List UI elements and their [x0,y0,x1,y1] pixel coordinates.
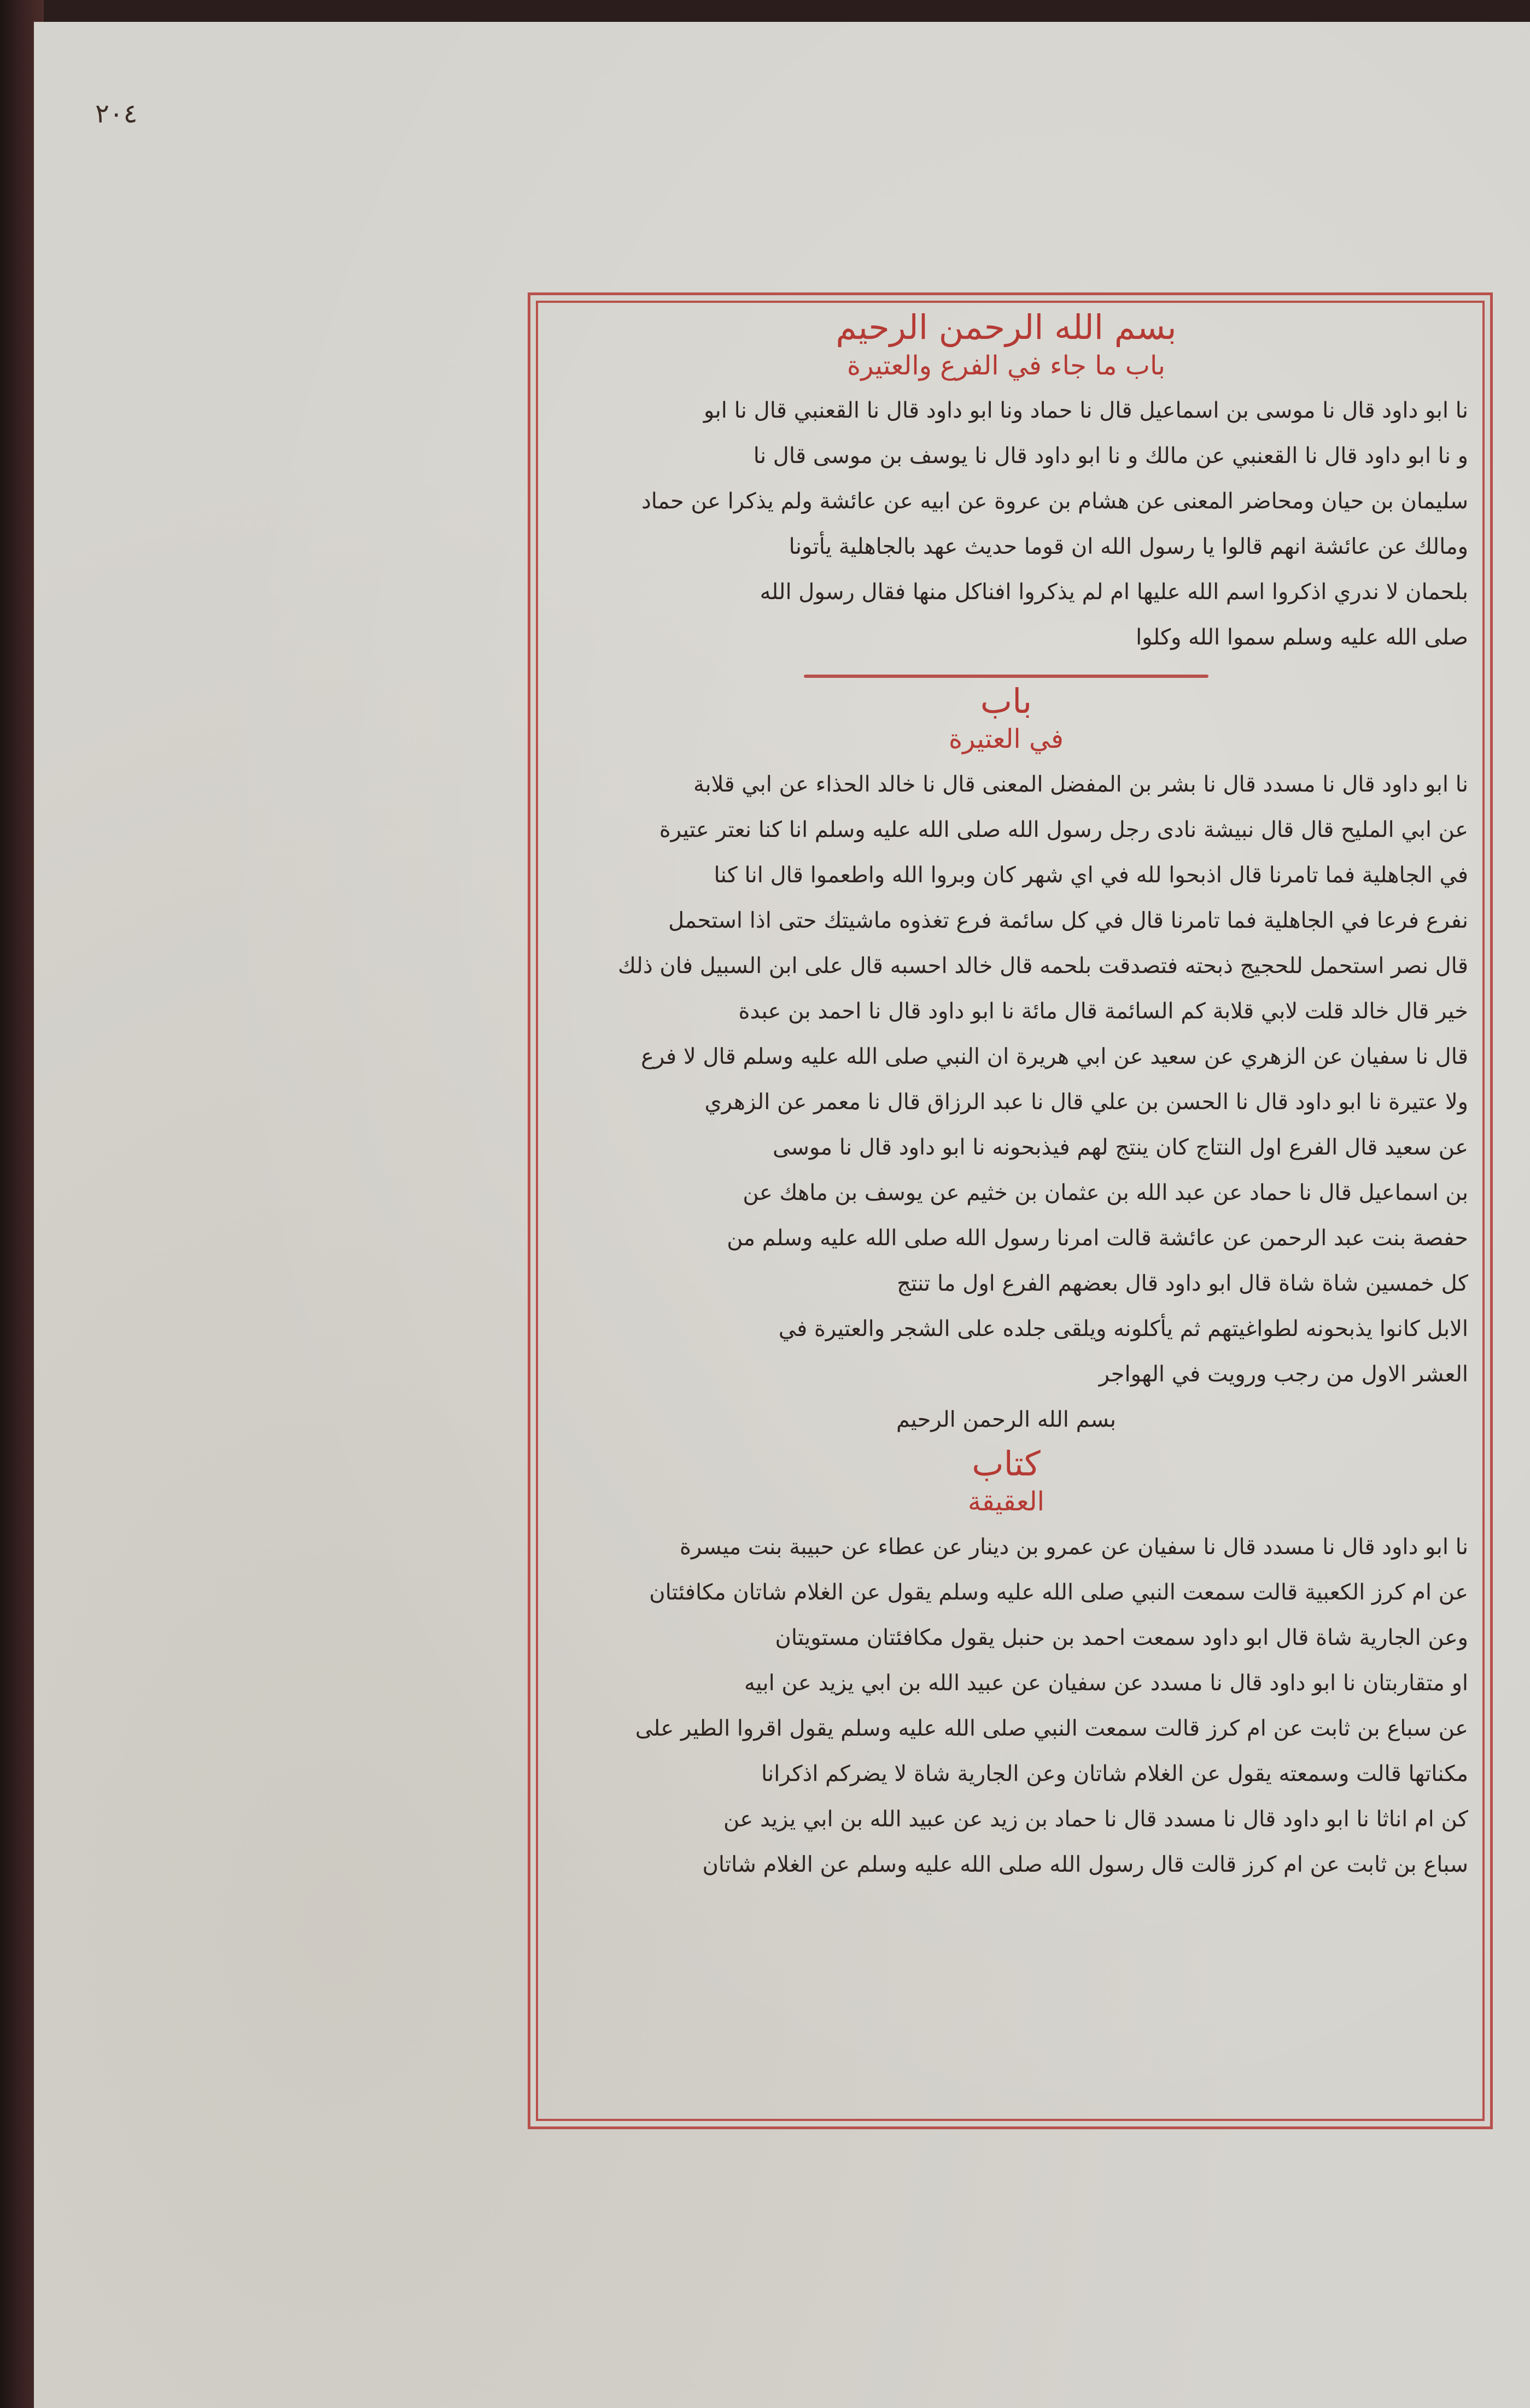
section-2-subheading: في العتيرة [949,724,1064,755]
text-line: مكناتها قالت وسمعته يقول عن الغلام شاتان وعن الجارية شاة لا يضركم اذكرانا [761,1761,1468,1786]
text-line: خير قال خالد قلت لابي قلابة كم السائمة قال مائة نا ابو داود قال نا احمد بن عبدة [738,998,1468,1024]
text-line: نا ابو داود قال نا موسى بن اسماعيل قال نا حماد ونا ابو داود قال نا القعنبي قال نا ابو [703,397,1468,423]
text-line: قال نصر استحمل للحجيج ذبحته فتصدقت بلحمه قال خالد احسبه قال على ابن السبيل فان ذلك [617,953,1468,979]
text-line: قال نا سفيان عن الزهري عن سعيد عن ابي هريرة ان النبي صلى الله عليه وسلم قال لا فرع [641,1044,1468,1069]
text-line: و نا ابو داود قال نا القعنبي عن مالك و نا ابو داود قال نا يوسف بن موسى قال نا [753,443,1468,468]
text-line: كل خمسين شاة شاة قال ابو داود قال بعضهم الفرع اول ما تنتج [897,1270,1468,1296]
folio-number: ٢٠٤ [95,98,138,129]
section-2 [544,680,1468,1397]
text-line: بن اسماعيل قال نا حماد عن عبد الله بن عثمان بن خثيم عن يوسف بن ماهك عن [743,1180,1468,1205]
section-1-heading: بسم الله الرحمن الرحيم [836,307,1177,347]
section-2-heading: باب [980,681,1032,721]
text-line: عن سعيد قال الفرع اول النتاج كان ينتج لهم فيذبحونه نا ابو داود قال نا موسى [773,1134,1468,1160]
text-line: صلى الله عليه وسلم سموا الله وكلوا [1136,624,1468,650]
text-line: عن سباع بن ثابت عن ام كرز قالت سمعت النبي صلى الله عليه وسلم يقول اقروا الطير على [635,1715,1468,1741]
text-line: عن ام كرز الكعبية قالت سمعت النبي صلى الله عليه وسلم يقول عن الغلام شاتان مكافئتان [649,1579,1468,1605]
section-3-subheading: العقيقة [968,1486,1044,1518]
section-1-subheading: باب ما جاء في الفرع والعتيرة [847,350,1165,381]
text-line: ولا عتيرة نا ابو داود قال نا الحسن بن علي قال نا عبد الرزاق قال نا معمر عن الزهري [704,1089,1468,1115]
manuscript-text-block [544,306,1468,2110]
text-line: نفرع فرعا في الجاهلية فما تامرنا قال في كل سائمة فرع تغذوه ماشيتك حتى اذا استحمل [668,907,1468,933]
section-3-heading: كتاب [972,1443,1041,1484]
text-line: سليمان بن حيان ومحاضر المعنى عن هشام بن عروة عن ابيه عن عائشة ولم يذكرا عن حماد [641,488,1468,514]
text-line: نا ابو داود قال نا مسدد قال نا بشر بن المفضل المعنى قال نا خالد الحذاء عن ابي قلابة [693,771,1468,797]
section-1 [544,306,1468,660]
section-3 [544,1397,1468,1888]
section-divider [804,675,1208,678]
text-line: العشر الاول من رجب ورويت في الهواجر [1099,1361,1468,1387]
text-line: وعن الجارية شاة قال ابو داود سمعت احمد بن حنبل يقول مكافئتان مستويتان [775,1625,1468,1650]
basmala: بسم الله الرحمن الرحيم [896,1407,1117,1432]
text-line: في الجاهلية فما تامرنا قال اذبحوا لله في اي شهر كان وبروا الله واطعموا قال انا كنا [714,862,1468,888]
text-line: بلحمان لا ندري اذكروا اسم الله عليها ام لم يذكروا افناكل منها فقال رسول الله [760,579,1468,605]
text-line: او متقاربتان نا ابو داود قال نا مسدد عن سفيان عن عبيد الله بن ابي يزيد عن ابيه [744,1670,1468,1696]
text-line: كن ام اناثا نا ابو داود قال نا مسدد قال نا حماد بن زيد عن عبيد الله بن ابي يزيد عن [723,1806,1468,1832]
text-line: حفصة بنت عبد الرحمن عن عائشة قالت امرنا رسول الله صلى الله عليه وسلم من [727,1225,1468,1251]
text-line: سباع بن ثابت عن ام كرز قالت قال رسول الله صلى الله عليه وسلم عن الغلام شاتان [702,1852,1468,1877]
text-line: نا ابو داود قال نا مسدد قال نا سفيان عن عمرو بن دينار عن عطاء عن حبيبة بنت ميسرة [679,1534,1468,1560]
text-line: عن ابي المليح قال قال نبيشة نادى رجل رسول الله صلى الله عليه وسلم انا كنا نعتر عتيرة [659,817,1468,842]
text-line: ومالك عن عائشة انهم قالوا يا رسول الله ان قوما حديث عهد بالجاهلية يأتونا [789,534,1468,559]
text-line: الابل كانوا يذبحونه لطواغيتهم ثم يأكلونه ويلقى جلده على الشجر والعتيرة في [778,1316,1468,1341]
